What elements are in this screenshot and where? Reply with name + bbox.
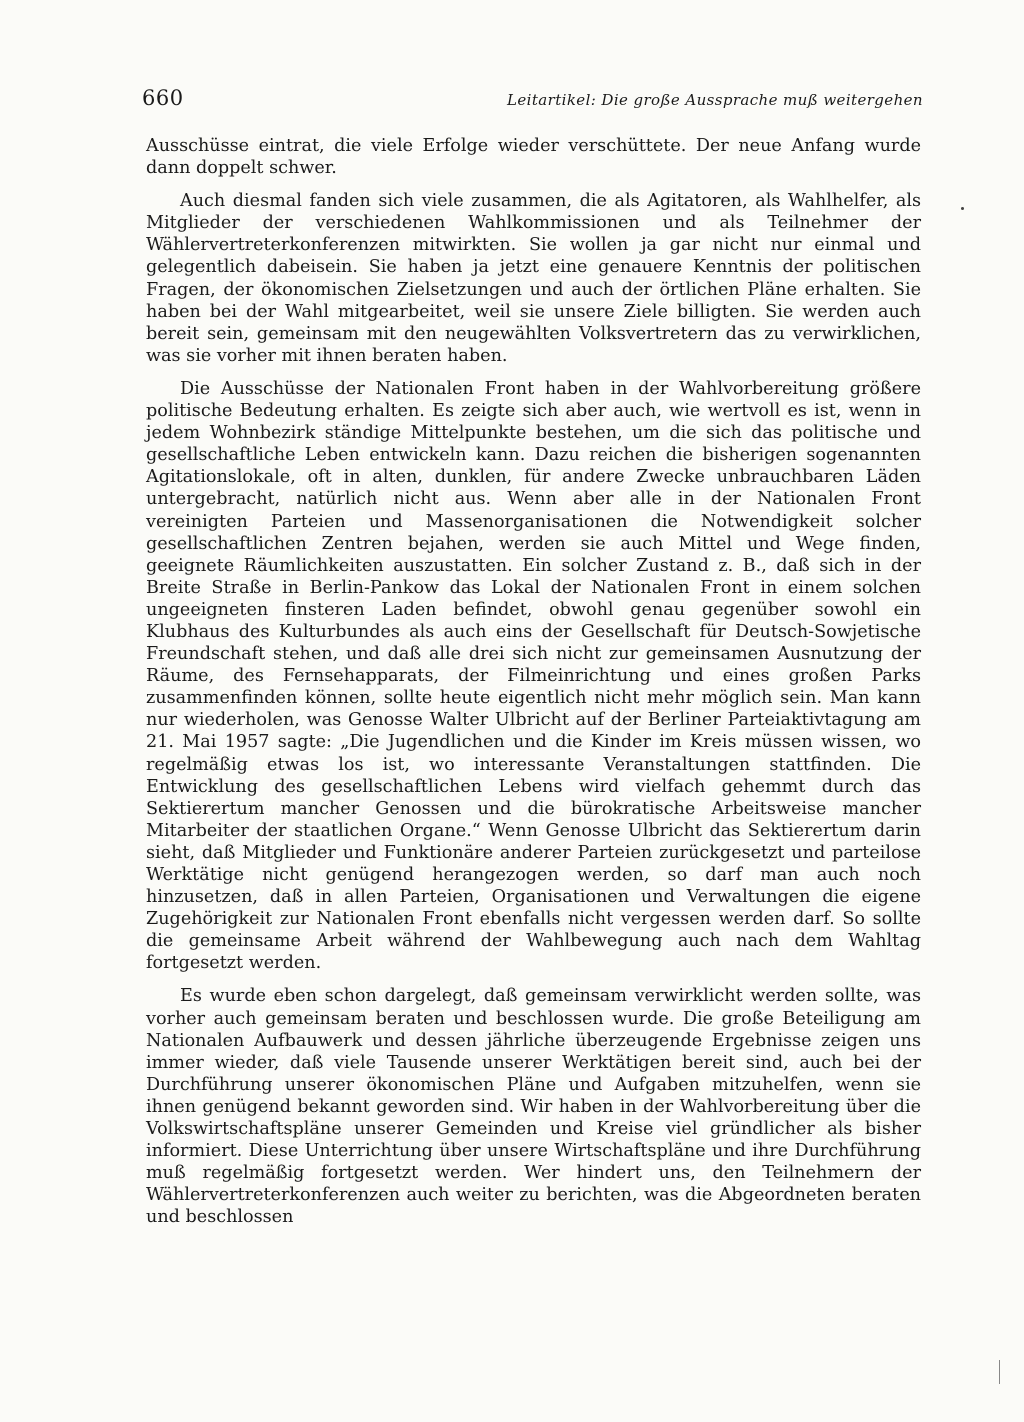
scan-mark: [999, 1360, 1000, 1384]
article-body: [146, 135, 921, 1240]
paragraph-3: Die Ausschüsse der Nationalen Front haben in der Wahlvorbereitung größere politische Bedeutung erhalten. Es zeigte sich aber auch, wie wertvoll es ist, wenn in jedem Wohnbezirk ständige Mittelpunkte bestehen, um die sich das politische und gesellschaftliche Leben entwickeln kann. Dazu reichen die bisherigen sogenannten Agitationslokale, oft in alten, dunklen, für andere Zwecke unbrauchbaren Läden untergebracht, natürlich nicht aus. Wenn aber alle in der Nationalen Front vereinigten Parteien und Massenorganisationen die Notwendigkeit solcher gesellschaftlichen Zentren bejahen, werden sie auch Mittel und Wege finden, geeignete Räumlichkeiten auszustatten. Ein solcher Zustand z. B., daß sich in der Breite Straße in Berlin-Pankow das Lokal der Nationalen Front in einem solchen ungeeigneten finsteren Laden befindet, obwohl genau gegenüber sowohl ein Klubhaus des Kulturbundes als auch eins der Gesellschaft für Deutsch-Sowjetische Freundschaft stehen, und daß alle drei sich nicht zur gemeinsamen Ausnutzung der Räume, des Fernsehapparats, der Filmeinrichtung und eines großen Parks zusammenfinden können, sollte heute eigentlich nicht mehr möglich sein. Man kann nur wiederholen, was Genosse Walter Ulbricht auf der Berliner Parteiaktivtagung am 21. Mai 1957 sagte: „Die Jugendlichen und die Kinder im Kreis müssen wissen, wo regelmäßig etwas los ist, wo interessante Veranstaltungen stattfinden. Die Entwicklung des gesellschaftlichen Lebens wird vielfach gehemmt durch das Sektierertum mancher Genossen und die bürokratische Arbeitsweise mancher Mitarbeiter der staatlichen Organe.“ Wenn Genosse Ulbricht das Sektierertum darin sieht, daß Mitglieder und Funktionäre anderer Parteien zurückgesetzt und parteilose Werktätige nicht genügend herangezogen werden, so darf man auch noch hinzusetzen, daß in allen Parteien, Organisationen und Verwaltungen die eigene Zugehörigkeit zur Nationalen Front ebenfalls nicht vergessen werden darf. So sollte die gemeinsame Arbeit während der Wahlbewegung auch nach dem Wahltag fortgesetzt werden.: [146, 378, 921, 974]
paragraph-4: Es wurde eben schon dargelegt, daß gemeinsam verwirklicht werden sollte, was vorher auch gemeinsam beraten und beschlossen wurde. Die große Beteiligung am Nationalen Aufbauwerk und dessen jährliche überzeugende Ergebnisse zeigen uns immer wieder, daß viele Tausende unserer Werktätigen bereit sind, auch bei der Durchführung unserer ökonomischen Pläne und Aufgaben mitzuhelfen, wenn sie ihnen genügend bekannt geworden sind. Wir haben in der Wahlvorbereitung über die Volkswirtschaftspläne unserer Gemeinden und Kreise viel gründlicher als bisher informiert. Diese Unterrichtung über unsere Wirtschaftspläne und ihre Durchführung muß regelmäßig fortgesetzt werden. Wer hindert uns, den Teilnehmern der Wählervertreterkonferenzen auch weiter zu berichten, was die Abgeordneten beraten und beschlossen: [146, 986, 921, 1228]
paragraph-1: Ausschüsse eintrat, die viele Erfolge wieder verschüttete. Der neue Anfang wurde dann doppelt schwer.: [146, 136, 921, 179]
page-header: [142, 86, 923, 116]
running-head: Leitartikel: Die große Aussprache muß weitergehen: [507, 91, 923, 109]
paragraph-2: Auch diesmal fanden sich viele zusammen, die als Agitatoren, als Wahlhelfer, als Mitglieder der verschiedenen Wahlkommissionen und als Teilnehmer der Wählervertreterkonferenzen mitwirkten. Sie wollen ja gar nicht nur einmal und gelegentlich dabeisein. Sie haben ja jetzt eine genauere Kenntnis der politischen Fragen, der ökonomischen Zielsetzungen und auch der örtlichen Pläne erhalten. Sie haben bei der Wahl mitgearbeitet, weil sie unsere Ziele billigten. Sie werden auch bereit sein, gemeinsam mit den neugewählten Volksvertretern das zu verwirklichen, was sie vorher mit ihnen beraten haben.: [146, 191, 921, 366]
page-number: 660: [142, 86, 184, 110]
scan-speck: [961, 207, 964, 210]
